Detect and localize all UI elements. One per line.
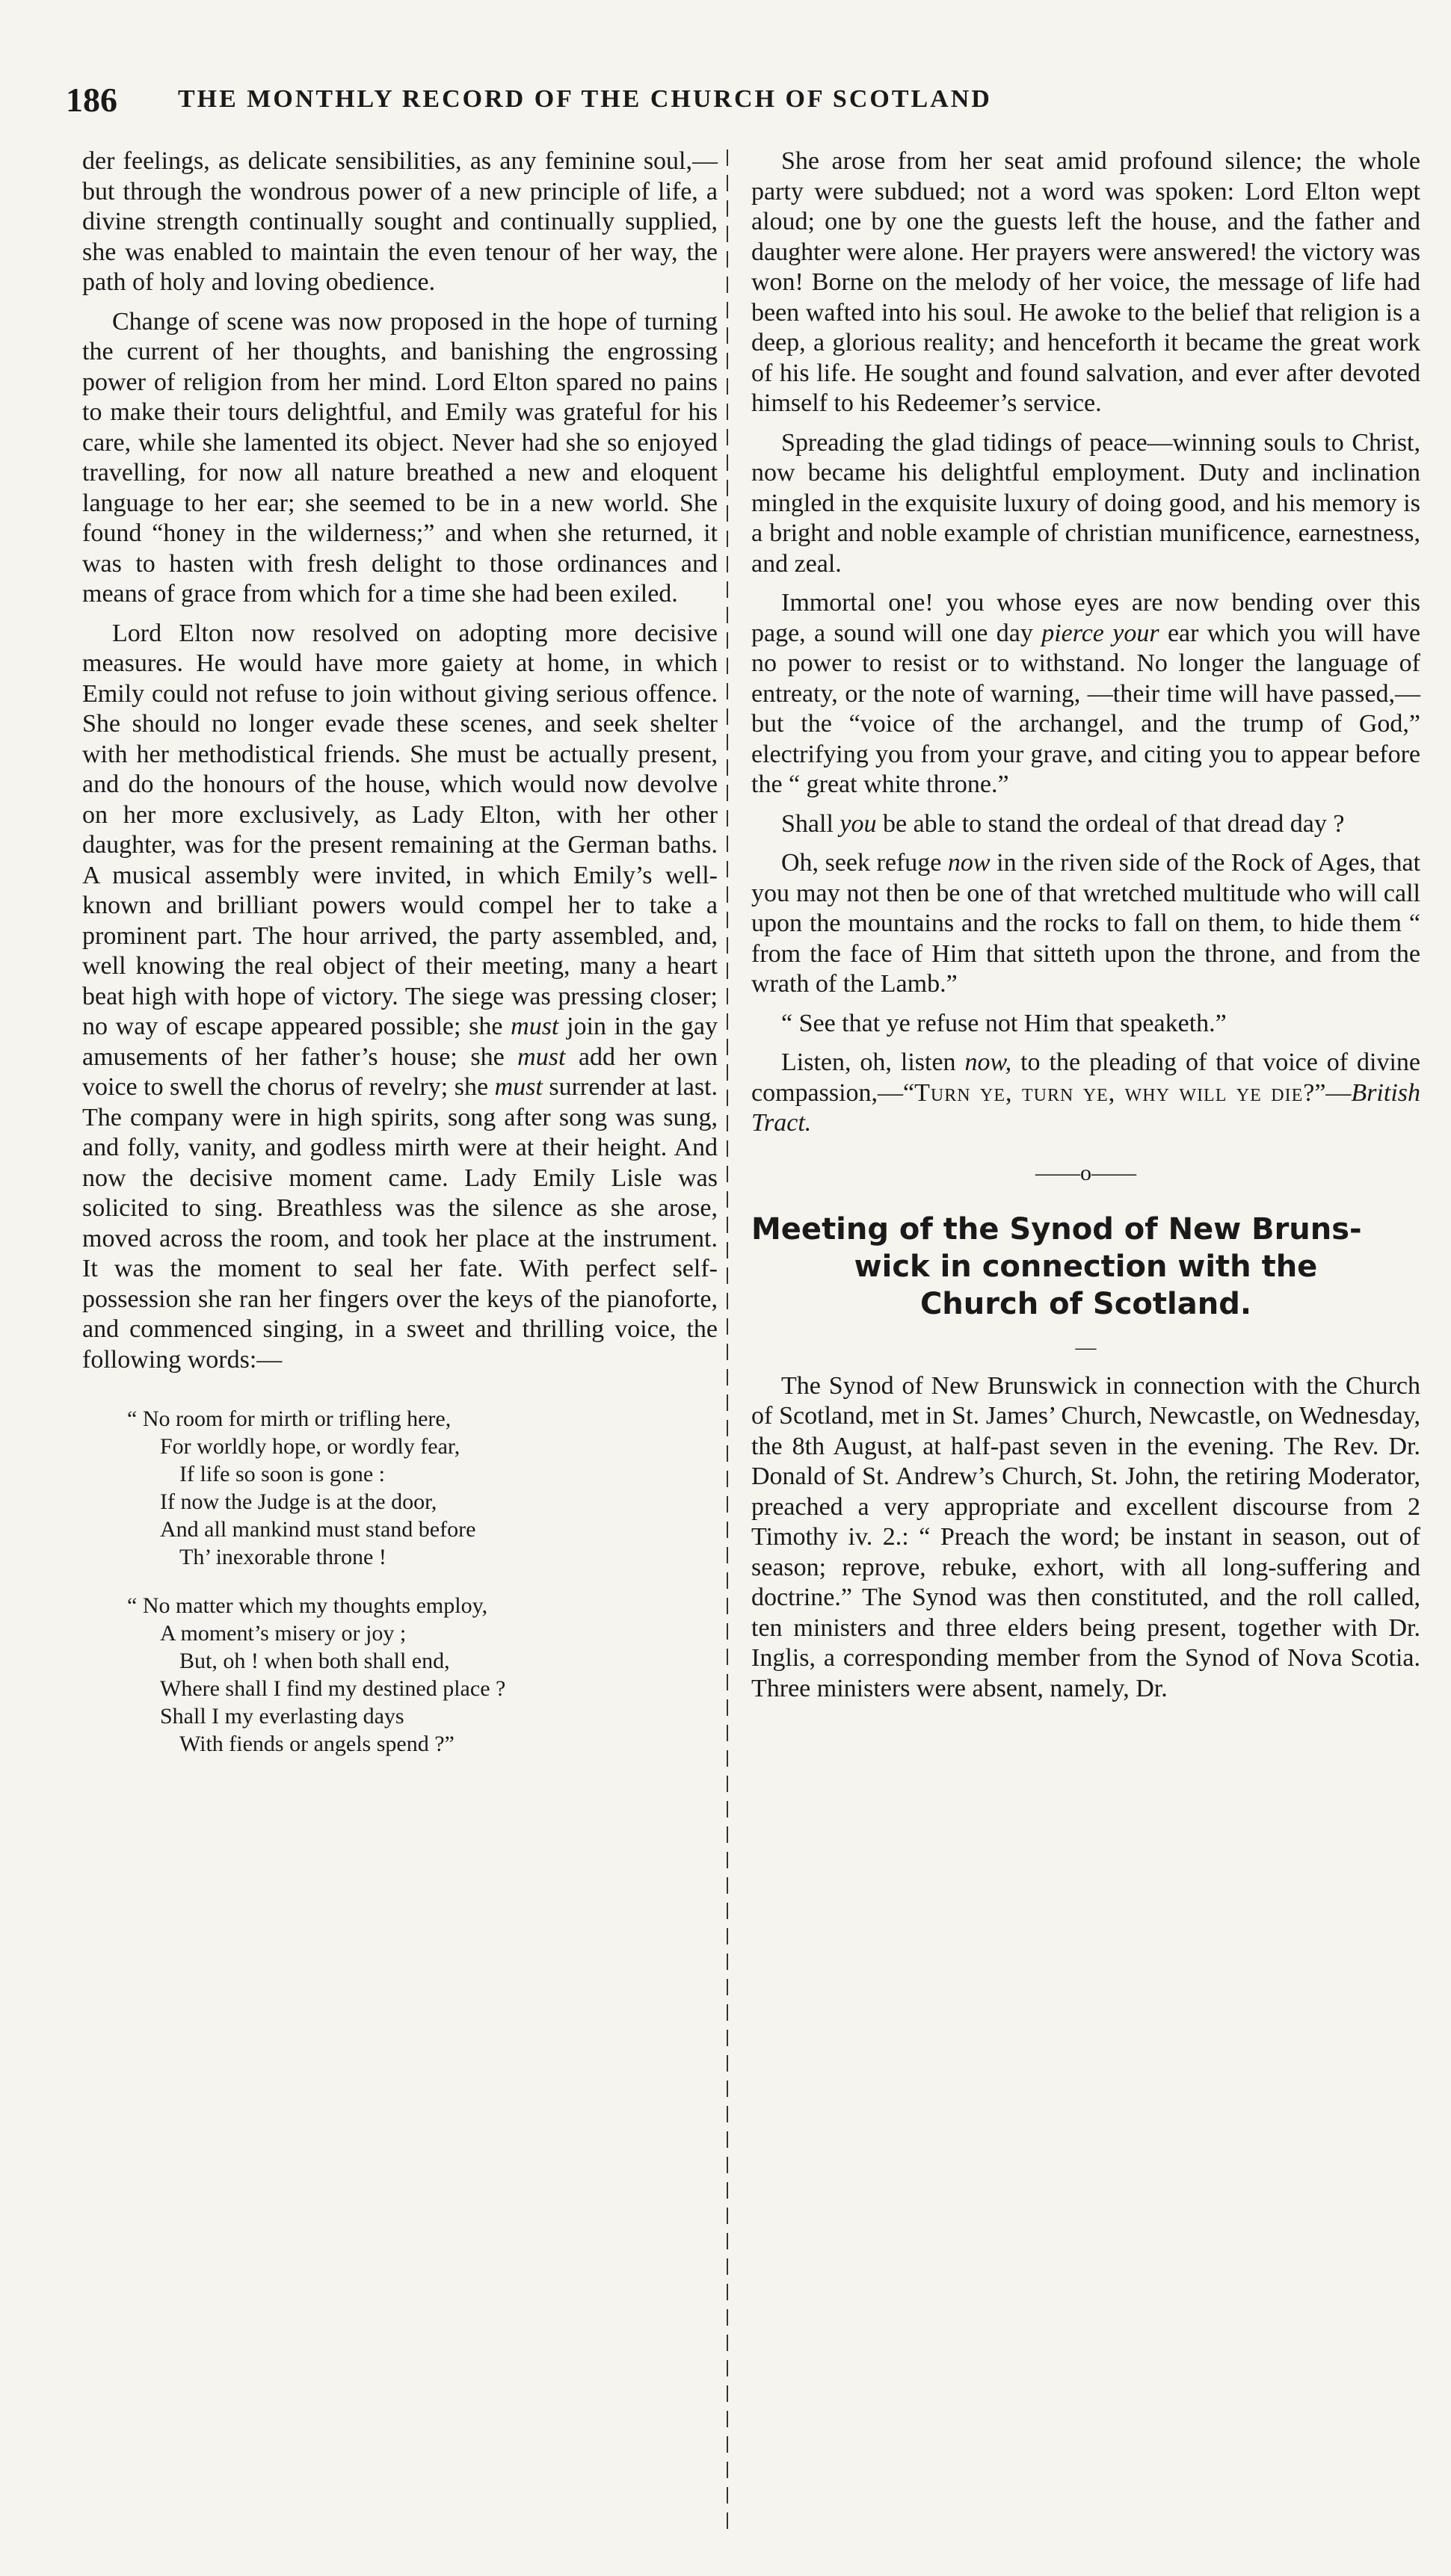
- text-run: Oh, seek refuge: [781, 849, 942, 877]
- section-title-line: Church of Scotland.: [919, 1287, 1252, 1321]
- emphasis: now: [947, 849, 991, 877]
- page-number: 186: [66, 80, 117, 119]
- left-paragraph-3: [82, 619, 718, 1376]
- smallcaps-quote: Turn ye, turn ye, why will ye die: [914, 1078, 1304, 1107]
- text-run: Shall: [781, 809, 834, 838]
- running-title: THE MONTHLY RECORD OF THE CHURCH OF SCOTLAND: [178, 85, 992, 113]
- poem-line: Where shall I find my destined place ?: [160, 1676, 506, 1701]
- right-paragraph-6: “ See that ye refuse not Him that speaketh.”: [781, 1009, 1227, 1037]
- right-paragraph-2: Spreading the glad tidings of peace—winning souls to Christ, now became his delightful employment. Duty and inclination mingled in the exquisite luxury of doing good, and his memory is a bright and noble example of christian munificence, earnestness, and zeal.: [751, 428, 1420, 578]
- right-column: [751, 146, 1420, 1713]
- poem-line: Shall I my everlasting days: [160, 1704, 404, 1729]
- column-rule: [727, 149, 728, 2533]
- right-paragraph-7: [751, 1048, 1420, 1139]
- page-header: [66, 73, 1187, 126]
- poem-line: A moment’s misery or joy ;: [160, 1621, 407, 1646]
- text-run: join in the gay amusements of her father’s house; she: [82, 1013, 718, 1071]
- text-run: add her own voice to swell the chorus of revelry; she: [82, 1043, 718, 1101]
- poem-stanza-1: [127, 1405, 718, 1571]
- left-paragraph-1: der feelings, as delicate sensibilities, as any feminine soul,—but through the wondrous power of a new principle of life, a divine strength continually sought and continually supplied, she was enabled to maintain the even tenour of her way, the path of holy and loving obedience.: [82, 147, 718, 296]
- emphasis: must: [511, 1013, 559, 1040]
- poem-line: For worldly hope, or wordly fear,: [160, 1434, 460, 1459]
- text-run: surrender at last. The company were in high spirits, song after song was sung, and folly, vanity, and godless mirth were at their height. And now the decisive moment came. Lady Emily Lisle was solicited to sing. Breathless was the silence as she arose, moved across the room, and took her place at the instrument. It was the moment to seal her fate. With perfect self-possession she ran her fingers over the keys of the pianoforte, and commenced singing, in a sweet and thrilling voice, the following words:—: [82, 1073, 718, 1374]
- poem-line: With fiends or angels spend ?”: [179, 1732, 455, 1756]
- emphasis: must: [494, 1073, 543, 1101]
- emphasis: must: [517, 1043, 566, 1071]
- emphasis: pierce your: [1041, 619, 1159, 647]
- text-run: be able to stand the ordeal of that dread day ?: [883, 809, 1345, 838]
- section-divider: ——o——: [1035, 1160, 1136, 1185]
- right-paragraph-8: The Synod of New Brunswick in connection with the Church of Scotland, met in St. James’ Church, Newcastle, on Wednesday, the 8th August, at half-past seven in the evening. The Rev. Dr. Donald of St. Andrew’s Church, St. John, the retiring Moderator, preached a very appropriate and excellent discourse from 2 Timothy iv. 2.: “ Preach the word; be instant in season, out of season; reprove, rebuke, exhort, with all long-suffering and doctrine.” The Synod was then constituted, and the roll called, ten ministers and three elders being present, together with Dr. Inglis, a corresponding member from the Synod of Nova Scotia. Three ministers were absent, namely, Dr.: [751, 1371, 1420, 1702]
- right-paragraph-4: [751, 809, 1420, 840]
- section-title: [751, 1211, 1420, 1323]
- text-run: Listen, oh, listen: [781, 1048, 956, 1076]
- poem-line: “ No room for mirth or trifling here,: [127, 1406, 452, 1431]
- emphasis: you: [840, 809, 877, 838]
- poem-line: And all mankind must stand before: [160, 1517, 476, 1542]
- text-run: ear which you will have no power to resist or to withstand. No longer the language of entreaty, or the note of warning, —their time will have passed,—but the “voice of the archangel, and the trump of God,” electrifying you from your grave, and citing you to appear before the “ great white throne.”: [751, 619, 1421, 798]
- left-column: [82, 146, 718, 1779]
- section-title-line: wick in connection with the: [854, 1250, 1318, 1284]
- poem-line: But, oh ! when both shall end,: [179, 1649, 450, 1673]
- text-run: ?”—: [1303, 1078, 1352, 1107]
- left-paragraph-2: Change of scene was now proposed in the hope of turning the current of her thoughts, and banishing the engrossing power of religion from her mind. Lord Elton spared no pains to make their tours delightful, and Emily was grateful for his care, while she lamented its object. Never had she so enjoyed travelling, for now all nature breathed a new and eloquent language to her ear; she seemed to be in a new world. She found “honey in the wilderness;” and when she returned, it was to hasten with fresh delight to those ordinances and means of grace from which for a time she had been exiled.: [82, 307, 718, 608]
- title-ornament: —: [1075, 1336, 1097, 1359]
- section-title-line: Meeting of the Synod of New Bruns-: [751, 1212, 1362, 1247]
- right-paragraph-5: [751, 848, 1420, 1000]
- poem-stanza-2: [127, 1592, 718, 1758]
- poem-line: Th’ inexorable throne !: [179, 1545, 386, 1569]
- right-paragraph-1: She arose from her seat amid profound silence; the whole party were subdued; not a word was spoken: Lord Elton wept aloud; one by one the guests left the house, and the father and daughter were alone. Her prayers were answered! the victory was won! Borne on the melody of her voice, the message of life had been wafted into his soul. He awoke to the belief that religion is a deep, a glorious reality; and henceforth it became the great work of his life. He sought and found salvation, and ever after devoted himself to his Redeemer’s service.: [751, 147, 1420, 417]
- poem-line: If life so soon is gone :: [179, 1462, 385, 1486]
- text-run: Lord Elton now resolved on adopting more decisive measures. He would have more gaiety at home, in which Emily could not refuse to join without giving serious offence. She should no longer evade these scenes, and seek shelter with her methodistical friends. She must be actually present, and do the honours of the house, which would now devolve on her more exclusively, as Lady Elton, with her other daughter, was for the present remaining at the German baths. A musical assembly were invited, in which Emily’s well-known and brilliant powers would compel her to take a prominent part. The hour arrived, the party assembled, and, well knowing the real object of their meeting, many a heart beat high with hope of victory. The siege was pressing closer; no way of escape appeared possible; she: [82, 619, 718, 1040]
- text-run: to the pleading of that voice of divine compassion,—“: [751, 1048, 1421, 1107]
- poem-line: “ No matter which my thoughts employ,: [127, 1593, 488, 1618]
- poem: [127, 1405, 718, 1758]
- right-paragraph-3: [751, 588, 1420, 800]
- poem-line: If now the Judge is at the door,: [160, 1489, 437, 1514]
- source-attribution: British Tract.: [751, 1078, 1420, 1137]
- text-run: Immortal one! you whose eyes are now bending over this page, a sound will one day: [751, 589, 1420, 647]
- emphasis: now,: [964, 1048, 1012, 1076]
- text-run: in the riven side of the Rock of Ages, that you may not then be one of that wretched multitude who will call upon the mountains and the rocks to fall on them, to hide them “ from the face of Him that sitteth upon the throne, and from the wrath of the Lamb.”: [751, 849, 1421, 998]
